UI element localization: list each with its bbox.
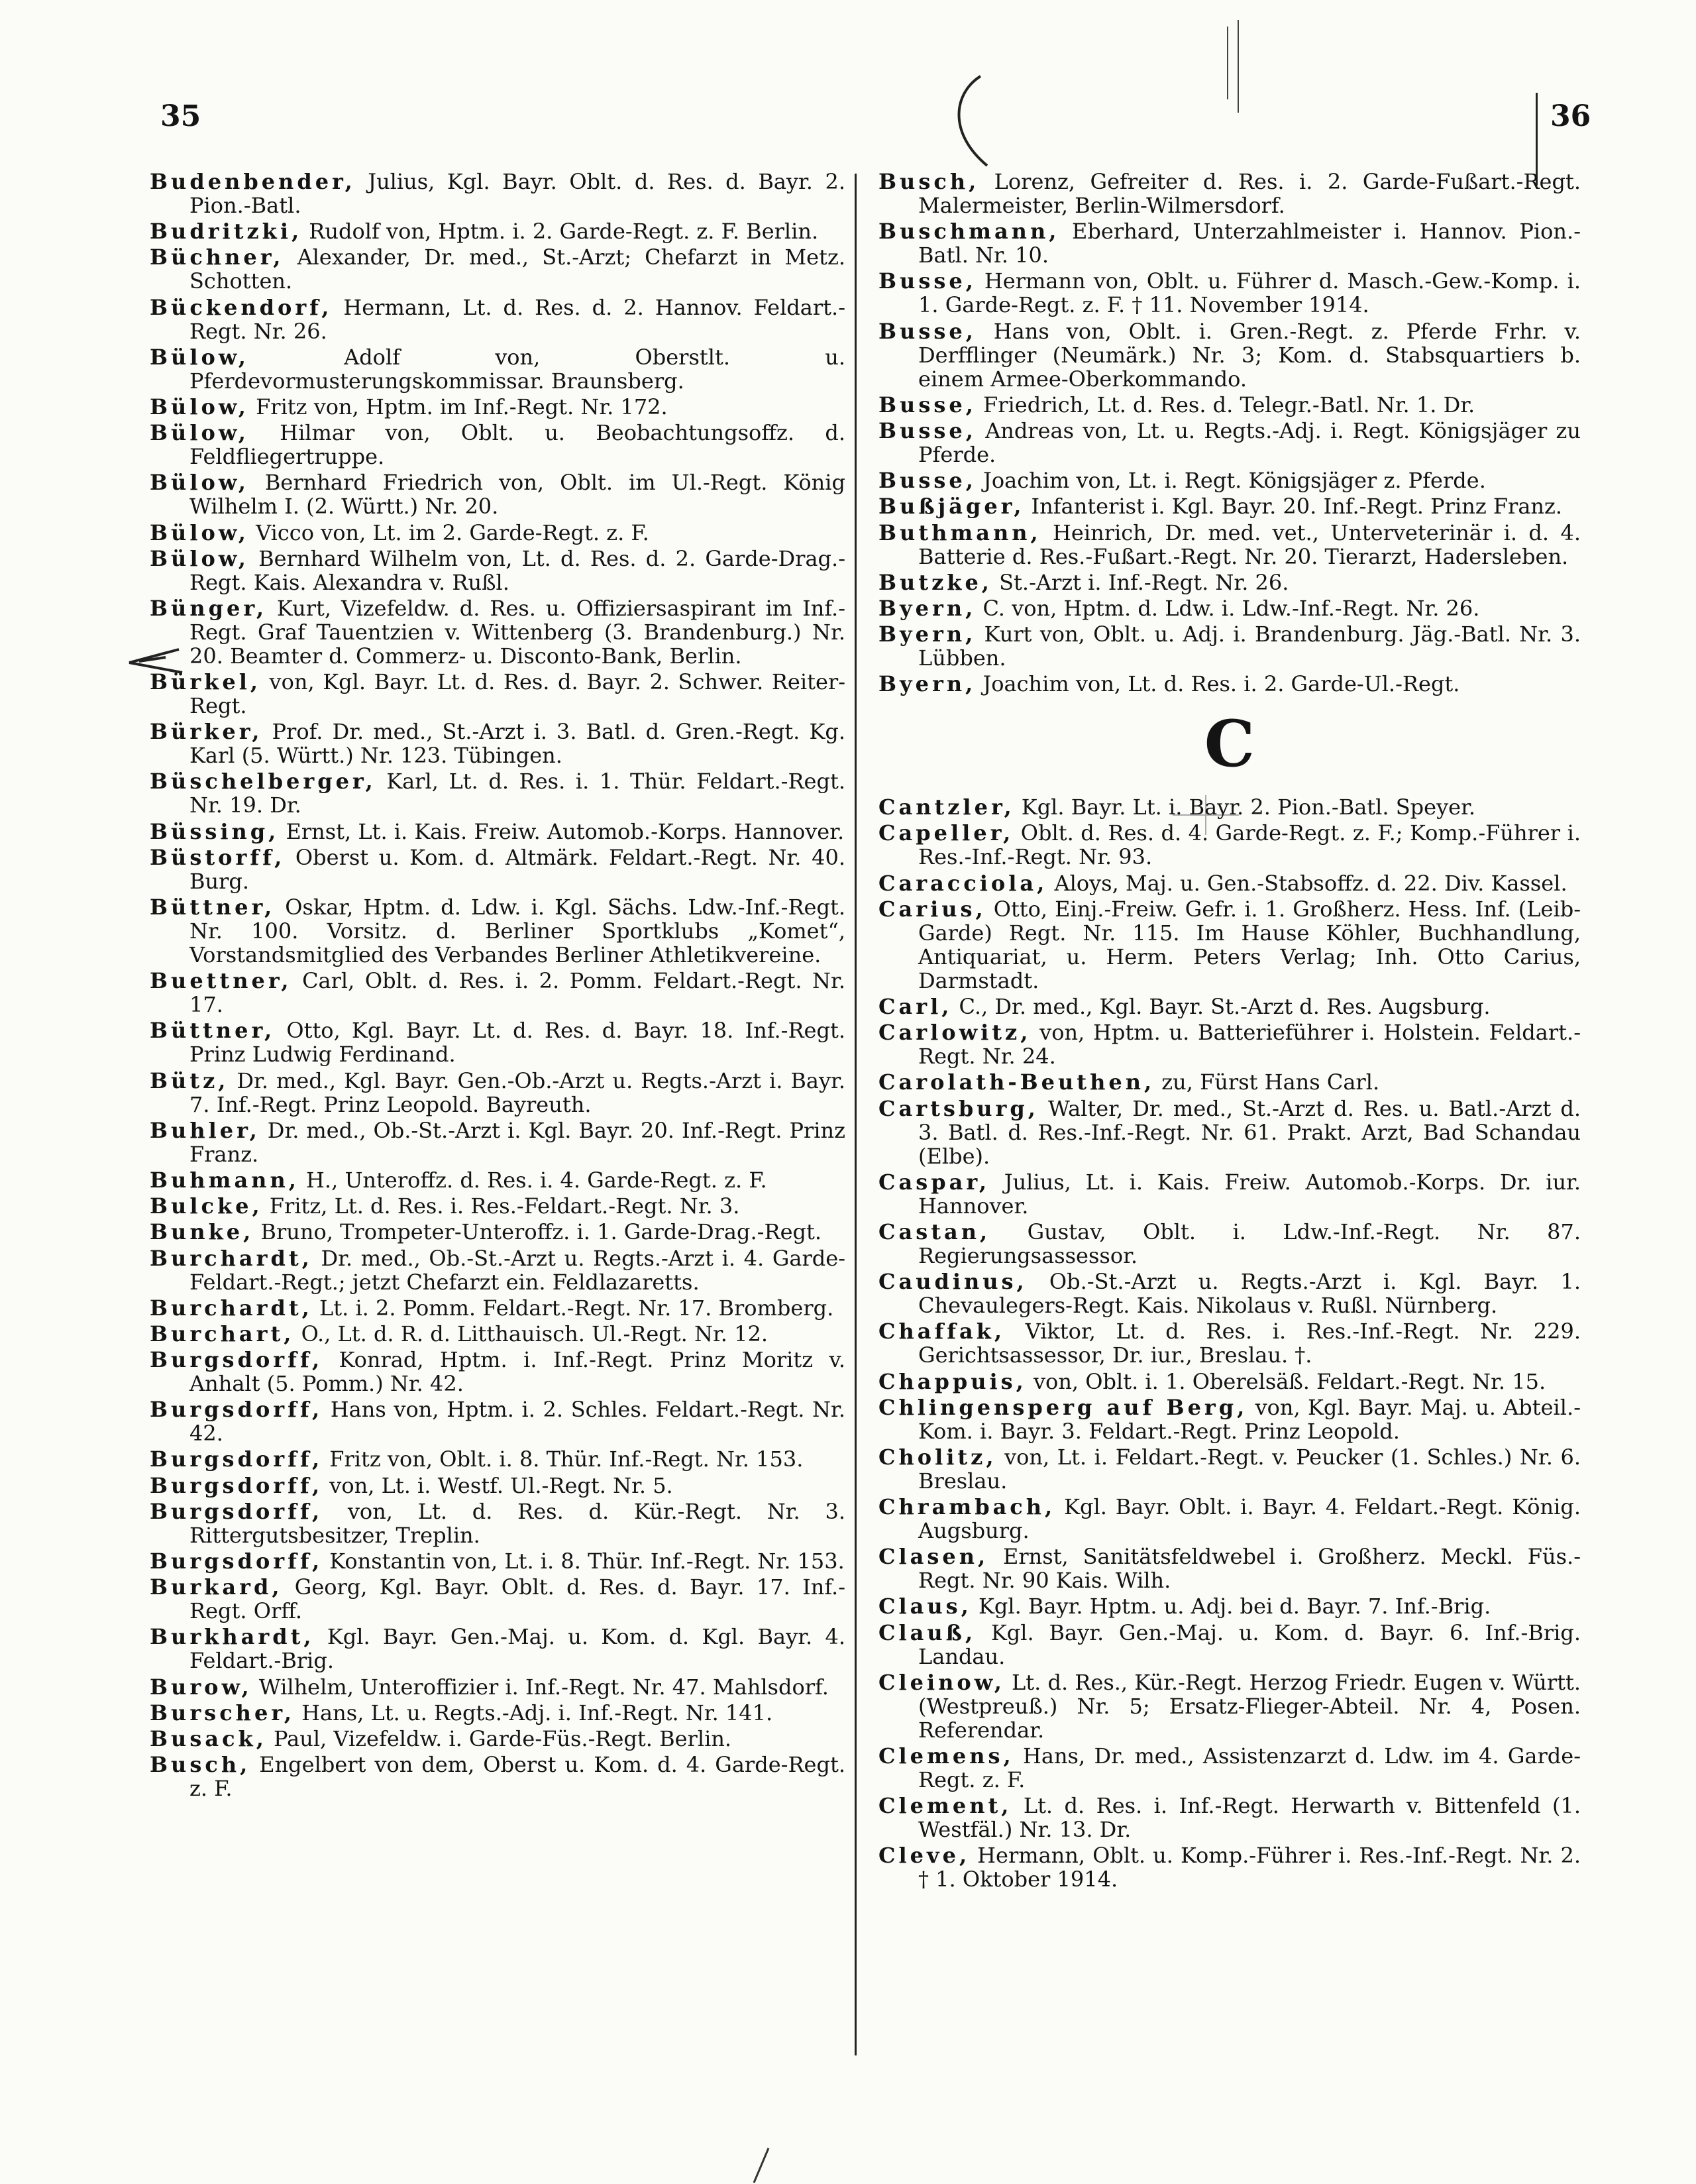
directory-entry: Bußjäger, Infanterist i. Kgl. Bayr. 20. Inf.-Regt. Prinz Franz. — [878, 494, 1563, 519]
directory-entry: Büttner, Oskar, Hptm. d. Ldw. i. Kgl. Sächs. Ldw.-Inf.-Regt. Nr. 100. Vorsitz. d. Berliner Sportklubs „Komet“, Vorstandsmitglied des Verbandes Berliner Athletikvereine. — [150, 895, 845, 967]
directory-entry: Busch, Lorenz, Gefreiter d. Res. i. 2. Garde-Fußart.-Regt. Malermeister, Berlin-Wilmersdorf. — [878, 169, 1581, 218]
directory-entry: Burgsdorff, Konstantin von, Lt. i. 8. Thür. Inf.-Regt. Nr. 153. — [150, 1549, 845, 1574]
ink-stroke — [742, 2147, 782, 2184]
directory-entry: Carlowitz, von, Hptm. u. Batterieführer i. Holstein. Feldart.-Regt. Nr. 24. — [878, 1020, 1581, 1069]
directory-entry: Burchardt, Lt. i. 2. Pomm. Feldart.-Regt. Nr. 17. Bromberg. — [150, 1295, 834, 1321]
right-column — [878, 170, 1581, 1894]
directory-entry: Burgsdorff, Fritz von, Oblt. i. 8. Thür. Inf.-Regt. Nr. 153. — [150, 1447, 804, 1472]
directory-entry: Bülow, Bernhard Friedrich von, Oblt. im Ul.-Regt. König Wilhelm I. (2. Württ.) Nr. 20. — [150, 470, 845, 519]
page-number-left: 35 — [160, 99, 201, 133]
directory-entry: Cholitz, von, Lt. i. Feldart.-Regt. v. Peucker (1. Schles.) Nr. 6. Breslau. — [878, 1444, 1581, 1494]
ink-stroke — [941, 73, 1000, 172]
directory-entry: Byern, C. von, Hptm. d. Ldw. i. Ldw.-Inf.-Regt. Nr. 26. — [878, 595, 1480, 621]
directory-entry: Clement, Lt. d. Res. i. Inf.-Regt. Herwarth v. Bittenfeld (1. Westfäl.) Nr. 13. Dr. — [878, 1793, 1581, 1843]
directory-entry: Buschmann, Eberhard, Unterzahlmeister i. Hannov. Pion.-Batl. Nr. 10. — [878, 219, 1581, 268]
directory-entry: Burchart, O., Lt. d. R. d. Litthauisch. Ul.-Regt. Nr. 12. — [150, 1321, 768, 1346]
directory-entry: Bunke, Bruno, Trompeter-Unteroffz. i. 1. Garde-Drag.-Regt. — [150, 1219, 822, 1245]
directory-entry: Burgsdorff, von, Lt. i. Westf. Ul.-Regt. Nr. 5. — [150, 1472, 673, 1498]
directory-entry: Clauß, Kgl. Bayr. Gen.-Maj. u. Kom. d. Bayr. 6. Inf.-Brig. Landau. — [878, 1619, 1581, 1669]
directory-entry: Bürkel, von, Kgl. Bayr. Lt. d. Res. d. Bayr. 2. Schwer. Reiter-Regt. — [150, 669, 845, 719]
directory-entry: Büttner, Otto, Kgl. Bayr. Lt. d. Res. d. Bayr. 18. Inf.-Regt. Prinz Ludwig Ferdinand. — [150, 1018, 845, 1067]
directory-entry: Castan, Gustav, Oblt. i. Ldw.-Inf.-Regt. Nr. 87. Regierungsassessor. — [878, 1219, 1581, 1268]
directory-entry: Busse, Andreas von, Lt. u. Regts.-Adj. i. Regt. Königsjäger zu Pferde. — [878, 417, 1581, 467]
directory-entry: Büssing, Ernst, Lt. i. Kais. Freiw. Automob.-Korps. Hannover. — [150, 818, 845, 844]
directory-entry: Büstorff, Oberst u. Kom. d. Altmärk. Feldart.-Regt. Nr. 40. Burg. — [150, 844, 845, 894]
directory-entry: Capeller, Oblt. d. Res. d. 4. Garde-Regt. z. F.; Komp.-Führer i. Res.-Inf.-Regt. Nr. 93. — [878, 820, 1581, 870]
directory-entry: Caspar, Julius, Lt. i. Kais. Freiw. Automob.-Korps. Dr. iur. Hannover. — [878, 1169, 1581, 1219]
directory-entry: Burchardt, Dr. med., Ob.-St.-Arzt u. Regts.-Arzt i. 4. Garde-Feldart.-Regt.; jetzt Chefarzt ein. Feldlazaretts. — [150, 1245, 845, 1295]
directory-entry: Claus, Kgl. Bayr. Hptm. u. Adj. bei d. Bayr. 7. Inf.-Brig. — [878, 1594, 1491, 1619]
directory-entry: Busse, Friedrich, Lt. d. Res. d. Telegr.-Batl. Nr. 1. Dr. — [878, 392, 1475, 417]
directory-entry: Budritzki, Rudolf von, Hptm. i. 2. Garde-Regt. z. F. Berlin. — [150, 219, 819, 245]
directory-entry: Burkhardt, Kgl. Bayr. Gen.-Maj. u. Kom. d. Kgl. Bayr. 4. Feldart.-Brig. — [150, 1624, 845, 1674]
directory-entry: Byern, Kurt von, Oblt. u. Adj. i. Brandenburg. Jäg.-Batl. Nr. 3. Lübben. — [878, 622, 1581, 671]
directory-entry: Chaffak, Viktor, Lt. d. Res. i. Res.-Inf.-Regt. Nr. 229. Gerichtsassessor, Dr. iur., Breslau. †. — [878, 1319, 1581, 1368]
directory-entry: Büschelberger, Karl, Lt. d. Res. i. 1. Thür. Feldart.-Regt. Nr. 19. Dr. — [150, 769, 845, 818]
directory-entry: Burow, Wilhelm, Unteroffizier i. Inf.-Regt. Nr. 47. Mahlsdorf. — [150, 1674, 829, 1700]
directory-entry: Burkard, Georg, Kgl. Bayr. Oblt. d. Res. d. Bayr. 17. Inf.-Regt. Orff. — [150, 1574, 845, 1624]
directory-entry: Cartsburg, Walter, Dr. med., St.-Arzt d. Res. u. Batl.-Arzt d. 3. Batl. d. Res.-Inf.-Regt. Nr. 61. Prakt. Arzt, Bad Schandau (Elbe). — [878, 1095, 1581, 1169]
directory-entry: Büchner, Alexander, Dr. med., St.-Arzt; Chefarzt in Metz. Schotten. — [150, 245, 845, 294]
directory-entry: Bülow, Fritz von, Hptm. im Inf.-Regt. Nr. 172. — [150, 394, 668, 419]
directory-entry: Chlingensperg auf Berg, von, Kgl. Bayr. Maj. u. Abteil.-Kom. i. Bayr. 3. Feldart.-Regt. Prinz Leopold. — [878, 1394, 1581, 1444]
directory-entry: Burgsdorff, Konrad, Hptm. i. Inf.-Regt. Prinz Moritz v. Anhalt (5. Pomm.) Nr. 42. — [150, 1347, 845, 1397]
left-column — [150, 170, 845, 1802]
directory-entry: Buettner, Carl, Oblt. d. Res. i. 2. Pomm. Feldart.-Regt. Nr. 17. — [150, 968, 845, 1018]
directory-entry: Chappuis, von, Oblt. i. 1. Oberelsäß. Feldart.-Regt. Nr. 15. — [878, 1368, 1546, 1394]
directory-entry: Bülow, Hilmar von, Oblt. u. Beobachtungsoffz. d. Feldfliegertruppe. — [150, 420, 845, 470]
directory-entry: Bückendorf, Hermann, Lt. d. Res. d. 2. Hannov. Feldart.-Regt. Nr. 26. — [150, 294, 845, 344]
section-heading-c: C — [1204, 706, 1255, 782]
column-divider — [855, 174, 857, 2055]
directory-entry: Cantzler, Kgl. Bayr. Lt. i. Bayr. 2. Pion.-Batl. Speyer. — [878, 794, 1476, 820]
directory-entry: Budenbender, Julius, Kgl. Bayr. Oblt. d. Res. d. Bayr. 2. Pion.-Batl. — [150, 169, 845, 218]
directory-entry: Cleinow, Lt. d. Res., Kür.-Regt. Herzog Friedr. Eugen v. Württ. (Westpreuß.) Nr. 5; Ersatz-Flieger-Abteil. Nr. 4, Posen. Referendar. — [878, 1669, 1581, 1743]
directory-entry: Byern, Joachim von, Lt. d. Res. i. 2. Garde-Ul.-Regt. — [878, 671, 1460, 697]
directory-entry: Bünger, Kurt, Vizefeldw. d. Res. u. Offiziersaspirant im Inf.-Regt. Graf Tauentzien v. Wittenberg (3. Brandenburg.) Nr. 20. Beamter d. Commerz- u. Disconto-Bank, Berlin. — [150, 595, 845, 669]
directory-entry: Busack, Paul, Vizefeldw. i. Garde-Füs.-Regt. Berlin. — [150, 1725, 732, 1751]
directory-entry: Buthmann, Heinrich, Dr. med. vet., Unterveterinär i. d. 4. Batterie d. Res.-Fußart.-Regt. Nr. 20. Tierarzt, Hadersleben. — [878, 519, 1581, 569]
directory-entry: Clasen, Ernst, Sanitätsfeldwebel i. Großherz. Meckl. Füs.-Regt. Nr. 90 Kais. Wilh. — [878, 1544, 1581, 1594]
directory-entry: Carius, Otto, Einj.-Freiw. Gefr. i. 1. Großherz. Hess. Inf. (Leib-Garde) Regt. Nr. 115. Im Hause Köhler, Buchhandlung, Antiquariat, u. Herm. Peters Verlag; Inh. Otto Carius, Darmstadt. — [878, 896, 1581, 993]
directory-entry: Bürker, Prof. Dr. med., St.-Arzt i. 3. Batl. d. Gren.-Regt. Kg. Karl (5. Württ.) Nr. 123. Tübingen. — [150, 719, 845, 769]
directory-entry: Chrambach, Kgl. Bayr. Oblt. i. Bayr. 4. Feldart.-Regt. König. Augsburg. — [878, 1494, 1581, 1544]
directory-entry: Busch, Engelbert von dem, Oberst u. Kom. d. 4. Garde-Regt. z. F. — [150, 1752, 845, 1802]
directory-entry: Caracciola, Aloys, Maj. u. Gen.-Stabsoffz. d. 22. Div. Kassel. — [878, 870, 1567, 896]
directory-entry: Buhler, Dr. med., Ob.-St.-Arzt i. Kgl. Bayr. 20. Inf.-Regt. Prinz Franz. — [150, 1117, 845, 1167]
directory-entry: Busse, Joachim von, Lt. i. Regt. Königsjäger z. Pferde. — [878, 468, 1486, 494]
directory-entry: Busse, Hermann von, Oblt. u. Führer d. Masch.-Gew.-Komp. i. 1. Garde-Regt. z. F. † 11. November 1914. — [878, 268, 1581, 318]
directory-entry: Cleve, Hermann, Oblt. u. Komp.-Führer i. Res.-Inf.-Regt. Nr. 2. † 1. Oktober 1914. — [878, 1843, 1581, 1892]
directory-entry: Carolath-Beuthen, zu, Fürst Hans Carl. — [878, 1069, 1380, 1095]
directory-entry: Busse, Hans von, Oblt. i. Gren.-Regt. z. Pferde Frhr. v. Derfflinger (Neumärk.) Nr. 3; Kom. d. Stabsquartiers b. einem Armee-Oberkommando. — [878, 318, 1581, 392]
directory-entry: Caudinus, Ob.-St.-Arzt u. Regts.-Arzt i. Kgl. Bayr. 1. Chevaulegers-Regt. Kais. Nikolaus v. Rußl. Nürnberg. — [878, 1269, 1581, 1319]
page-number-right: 36 — [1550, 99, 1591, 133]
margin-mark — [1238, 20, 1239, 113]
directory-entry: Burscher, Hans, Lt. u. Regts.-Adj. i. Inf.-Regt. Nr. 141. — [150, 1700, 773, 1725]
directory-entry: Buhmann, H., Unteroffz. d. Res. i. 4. Garde-Regt. z. F. — [150, 1167, 767, 1193]
directory-entry: Bülow, Vicco von, Lt. im 2. Garde-Regt. z. F. — [150, 519, 649, 545]
directory-entry: Clemens, Hans, Dr. med., Assistenzarzt d. Ldw. im 4. Garde-Regt. z. F. — [878, 1743, 1581, 1792]
directory-entry: Burgsdorff, Hans von, Hptm. i. 2. Schles. Feldart.-Regt. Nr. 42. — [150, 1397, 845, 1447]
directory-entry: Bulcke, Fritz, Lt. d. Res. i. Res.-Feldart.-Regt. Nr. 3. — [150, 1193, 740, 1219]
directory-entry: Bülow, Bernhard Wilhelm von, Lt. d. Res. d. 2. Garde-Drag.-Regt. Kais. Alexandra v. Rußl. — [150, 545, 845, 595]
directory-entry: Bülow, Adolf von, Oberstlt. u. Pferdevormusterungskommissar. Braunsberg. — [150, 344, 845, 394]
directory-entry: Butzke, St.-Arzt i. Inf.-Regt. Nr. 26. — [878, 569, 1289, 595]
margin-mark — [1227, 27, 1228, 99]
directory-entry: Carl, C., Dr. med., Kgl. Bayr. St.-Arzt d. Res. Augsburg. — [878, 994, 1491, 1019]
directory-entry: Burgsdorff, von, Lt. d. Res. d. Kür.-Regt. Nr. 3. Rittergutsbesitzer, Treplin. — [150, 1498, 845, 1548]
directory-entry: Bütz, Dr. med., Kgl. Bayr. Gen.-Ob.-Arzt u. Regts.-Arzt i. Bayr. 7. Inf.-Regt. Prinz Leopold. Bayreuth. — [150, 1067, 845, 1117]
